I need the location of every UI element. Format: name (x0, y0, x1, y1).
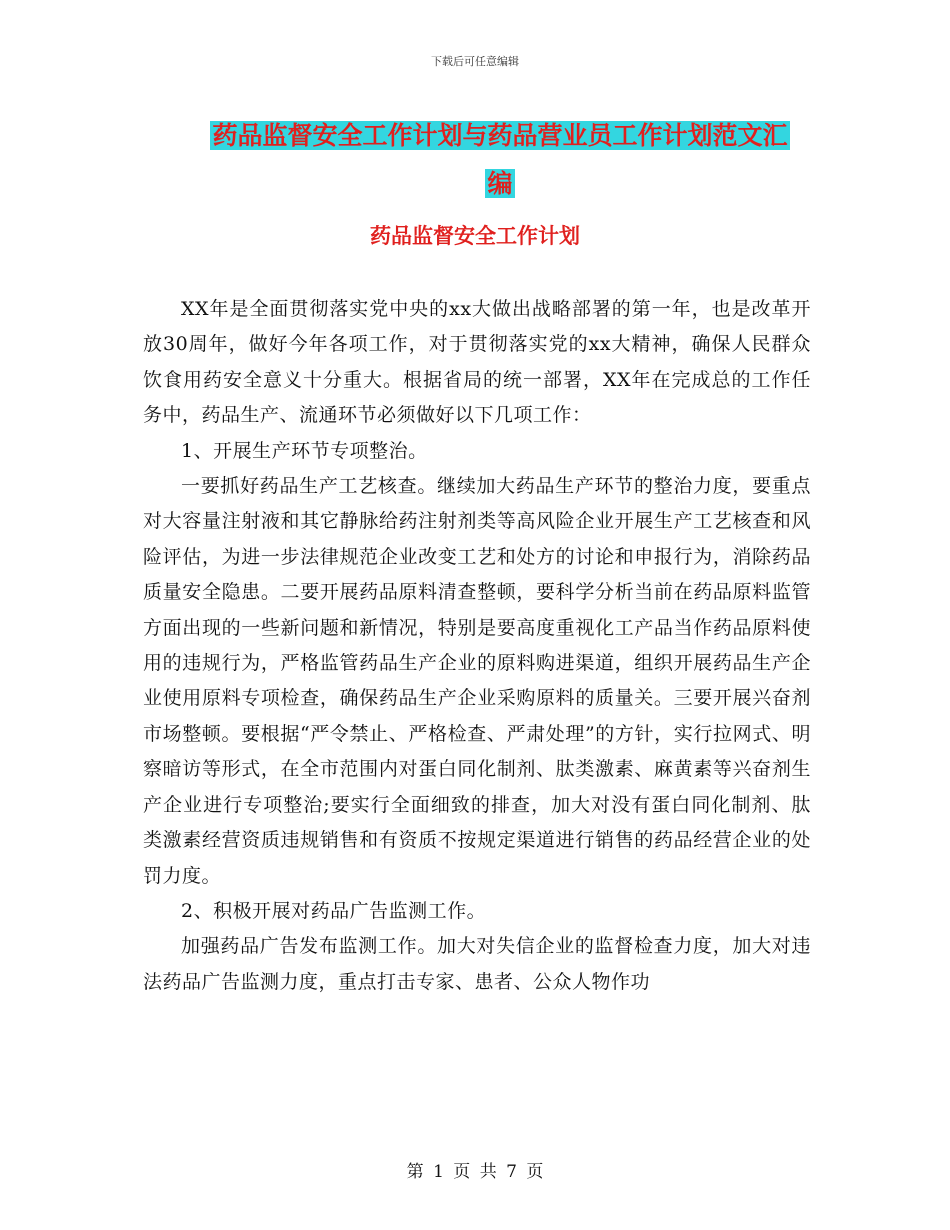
body-paragraph: 1、开展生产环节专项整治。 (181, 439, 428, 462)
page-header-note: 下载后可任意编辑 (431, 55, 519, 68)
body-paragraph: 2、积极开展对药品广告监测工作。 (181, 899, 487, 922)
body-paragraph: 一要抓好药品生产工艺核查。继续加大药品生产环节的整治力度，要重点对大容量注射液和其它静脉给药注射剂类等高风险企业开展生产工艺核查和风险评估，为进一步法律规范企业改变工艺和处方的讨论和申报行为，消除药品质量安全隐患。二要开展药品原料清查整顿，要科学分析当前在药品原料监管方面出现的一些新问题和新情况，特别是要高度重视化工产品当作药品原料使用的违规行为，严格监管药品生产企业的原料购进渠道，组织开展药品生产企业使用原料专项检查，确保药品生产企业采购原料的质量关。三要开展兴奋剂市场整顿。要根据“严令禁止、严格检查、严肃处理”的方针，实行拉网式、明察暗访等形式，在全市范围内对蛋白同化制剂、肽类激素、麻黄素等兴奋剂生产企业进行专项整治;要实行全面细致的排查，加大对没有蛋白同化制剂、肽类激素经营资质违规销售和有资质不按规定渠道进行销售的药品经营企业的处罚力度。 (143, 475, 811, 887)
document-body (143, 292, 811, 1000)
page-number-footer: 第 1 页 共 7 页 (406, 1162, 544, 1182)
body-paragraph: 加强药品广告发布监测工作。加大对失信企业的监督检查力度，加大对违法药品广告监测力度，重点打击专家、患者、公众人物作功 (143, 935, 811, 993)
document-title-line-2: 编 (487, 169, 513, 198)
document-title (180, 112, 820, 208)
section-title: 药品监督安全工作计划 (370, 223, 580, 248)
body-paragraph: XX年是全面贯彻落实党中央的xx大做出战略部署的第一年，也是改革开放30周年，做好今年各项工作，对于贯彻落实党的xx大精神，确保人民群众饮食用药安全意义十分重大。根据省局的统一部署，XX年在完成总的工作任务中，药品生产、流通环节必须做好以下几项工作： (143, 298, 811, 427)
document-title-line-1: 药品监督安全工作计划与药品营业员工作计划范文汇 (212, 121, 788, 150)
